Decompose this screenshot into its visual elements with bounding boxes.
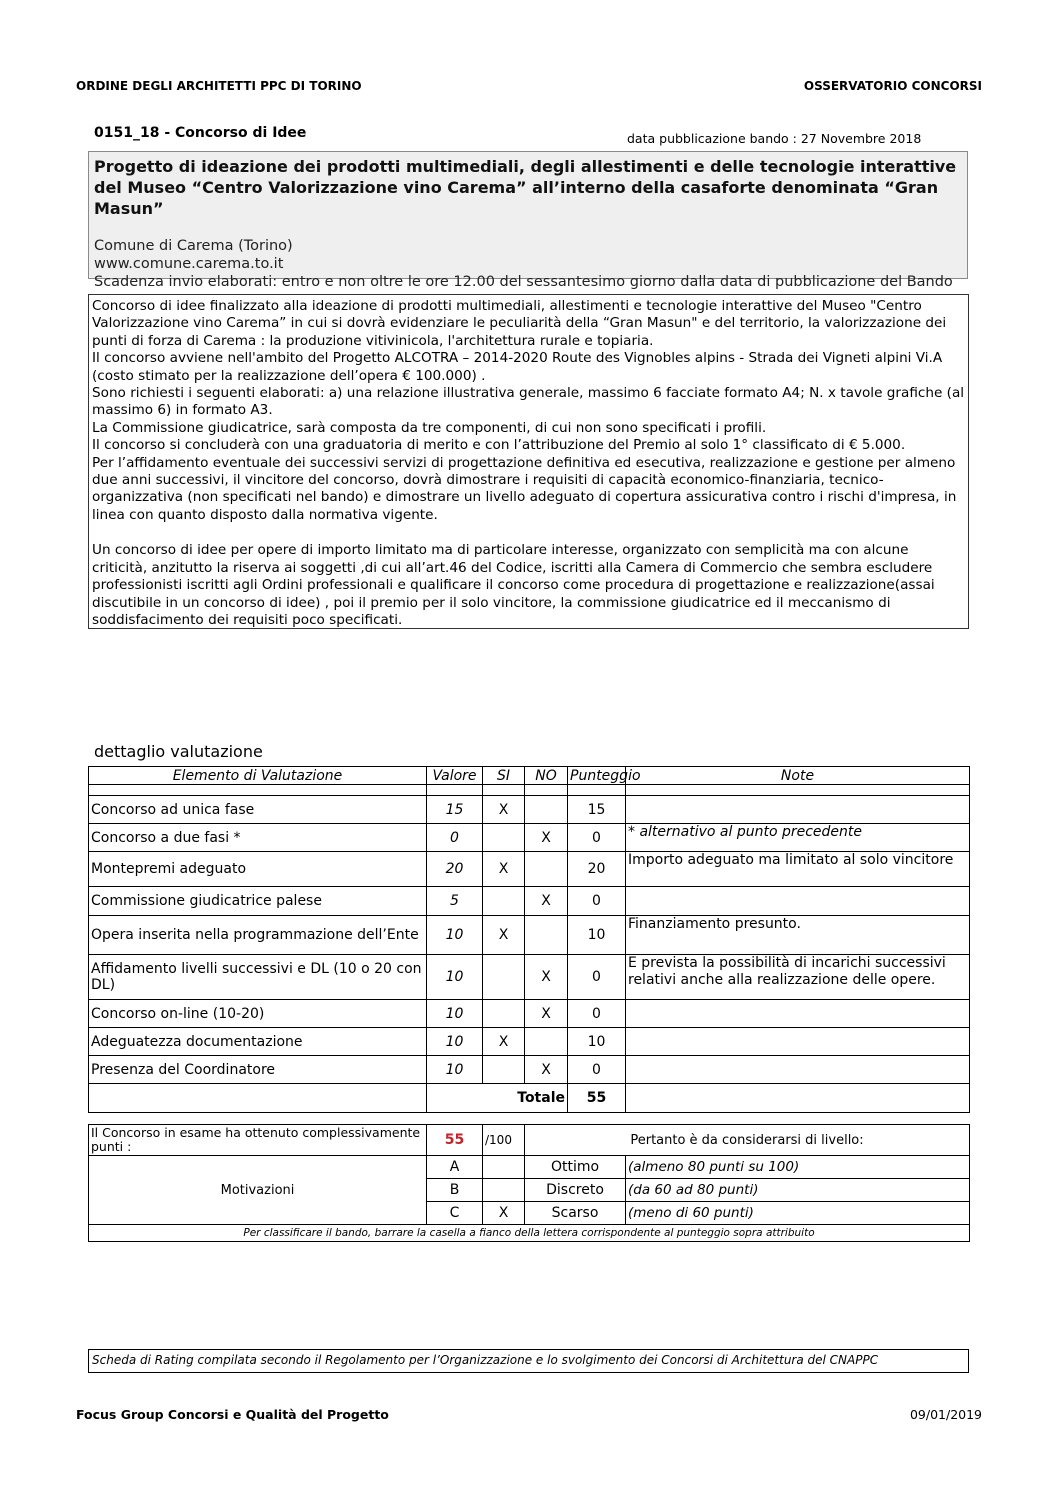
competition-entity: Comune di Carema (Torino) — [94, 238, 293, 254]
row-note — [626, 1000, 970, 1028]
row-no — [525, 1028, 568, 1056]
rating-points: 55 — [427, 1125, 483, 1156]
row-element: Presenza del Coordinatore — [89, 1056, 427, 1084]
row-value: 10 — [427, 1056, 483, 1084]
table-row — [89, 1056, 970, 1084]
row-si — [483, 824, 525, 852]
table-row — [89, 955, 970, 1000]
row-value: 15 — [427, 796, 483, 824]
header-no: NO — [525, 767, 568, 785]
row-si: X — [483, 1028, 525, 1056]
description-para-2: Un concorso di idee per opere di importo limitato ma di particolare interesse, organizzato con semplicità ma con alcune criticità, anzitutto la riserva ai soggetti ,di cui all’art.46 del Codice, iscritti alla Camera di Commercio che sembra escludere professionisti iscritti agli Ordini professionali e qualificare il concorso come procedura di progettazione e realizzazione(assai discutibile in un concorso di idee) , poi il premio per il solo vincitore, la commissione giudicatrice ed il meccanismo di soddisfacimento dei requisiti poco specificati. — [92, 542, 935, 628]
rating-table — [88, 1124, 970, 1242]
table-row — [89, 824, 970, 852]
level-range: (da 60 ad 80 punti) — [626, 1179, 970, 1202]
header-score: Punteggio — [568, 767, 626, 785]
table-row — [89, 796, 970, 824]
row-no — [525, 852, 568, 887]
row-no: X — [525, 887, 568, 916]
rating-note: Scheda di Rating compilata secondo il Regolamento per l’Organizzazione e lo svolgimento dei Concorsi di Architettura del CNAPPC — [88, 1349, 969, 1373]
level-letter: C — [427, 1202, 483, 1225]
row-si: X — [483, 916, 525, 955]
row-score: 0 — [568, 1056, 626, 1084]
level-letter: A — [427, 1156, 483, 1179]
row-si — [483, 887, 525, 916]
header-element: Elemento di Valutazione — [89, 767, 427, 785]
level-name: Discreto — [525, 1179, 626, 1202]
row-note — [626, 1028, 970, 1056]
row-value: 10 — [427, 916, 483, 955]
publication-date: data pubblicazione bando : 27 Novembre 2018 — [627, 131, 922, 146]
header-notes: Note — [626, 767, 970, 785]
row-no: X — [525, 824, 568, 852]
row-element: Opera inserita nella programmazione dell’Ente — [89, 916, 427, 955]
competition-summary-box — [88, 151, 968, 290]
level-row — [89, 1156, 970, 1179]
row-note — [626, 1056, 970, 1084]
footer-date: 09/01/2019 — [909, 1407, 982, 1422]
motivations-label: Motivazioni — [89, 1156, 427, 1225]
row-score: 10 — [568, 916, 626, 955]
row-score: 0 — [568, 824, 626, 852]
total-row — [89, 1084, 970, 1113]
total-score: 55 — [568, 1084, 626, 1113]
row-value: 10 — [427, 1028, 483, 1056]
row-note: E prevista la possibilità di incarichi successivi relativi anche alla realizzazione delle opere. — [626, 955, 970, 1000]
row-element: Concorso on-line (10-20) — [89, 1000, 427, 1028]
competition-deadline: Scadenza invio elaborati: entro e non oltre le ore 12.00 del sessantesimo giorno dalla data di pubblicazione del Bando — [94, 274, 953, 290]
row-no: X — [525, 1000, 568, 1028]
row-no: X — [525, 1056, 568, 1084]
evaluation-table — [88, 766, 970, 1113]
row-value: 5 — [427, 887, 483, 916]
row-note: Importo adeguato ma limitato al solo vincitore — [626, 852, 970, 887]
row-score: 0 — [568, 887, 626, 916]
row-no — [525, 916, 568, 955]
row-note: * alternativo al punto precedente — [626, 824, 970, 852]
row-value: 0 — [427, 824, 483, 852]
footer-left: Focus Group Concorsi e Qualità del Progetto — [76, 1407, 389, 1422]
row-value: 20 — [427, 852, 483, 887]
table-row — [89, 852, 970, 887]
row-score: 15 — [568, 796, 626, 824]
description-para-1: Concorso di idee finalizzato alla ideazione di prodotti multimediali, allestimenti e tecnologie interattive del Museo "Centro Valorizzazione vino Carema” in cui si dovrà evidenziare le peculiarità della “Gran Masun" e del territorio, la valorizzazione dei punti di forza di Carema : la produzione vitivinicola, l'architettura rurale e topiaria. Il concorso avviene nell'ambito del Progetto ALCOTRA – 2014-2020 Route des Vignobles alpins - Strada dei Vigneti alpini Vi.A (costo stimato per la realizzazione dell’opera € 100.000) . Sono richiesti i seguenti elaborati: a) una relazione illustrativa generale, massimo 6 facciate formato A4; N. x tavole grafiche (al massimo 6) in formato A3. La Commissione giudicatrice, sarà composta da tre componenti, di cui non sono specificati i profili. Il concorso si concluderà con una graduatoria di merito e con l’attribuzione del Premio al solo 1° classificato di € 5.000. Per l’affidamento eventuale dei successivi servizi di progettazione definitiva ed esecutiva, realizzazione e gestione per almeno due anni successivi, il vincitore del concorso, dovrà dimostrare i requisiti di capacità economico-finanziaria, tecnico-organizzativa (non specificati nel bando) e dimostrare un livello adeguato di copertura assicurativa contro i rischi d'impresa, in linea con quanto disposto dalla normativa vigente. — [92, 298, 965, 523]
rating-instruction: Per classificare il bando, barrare la casella a fianco della lettera corrispondente al punteggio sopra attribuito — [89, 1225, 970, 1242]
row-element: Affidamento livelli successivi e DL (10 o 20 con DL) — [89, 955, 427, 1000]
competition-website[interactable]: www.comune.carema.to.it — [94, 256, 284, 272]
row-score: 20 — [568, 852, 626, 887]
table-spacer-row — [89, 785, 970, 796]
description-box — [88, 294, 969, 629]
row-element: Adeguatezza documentazione — [89, 1028, 427, 1056]
table-row — [89, 1028, 970, 1056]
level-mark[interactable]: X — [483, 1202, 525, 1225]
header-value: Valore — [427, 767, 483, 785]
level-mark[interactable] — [483, 1156, 525, 1179]
section-title: dettaglio valutazione — [94, 742, 263, 761]
row-si — [483, 1056, 525, 1084]
row-score: 0 — [568, 955, 626, 1000]
rating-level-text: Pertanto è da considerarsi di livello: — [525, 1125, 970, 1156]
row-score: 0 — [568, 1000, 626, 1028]
table-header-row — [89, 767, 970, 785]
rating-points-row — [89, 1125, 970, 1156]
table-row — [89, 916, 970, 955]
table-row — [89, 887, 970, 916]
level-mark[interactable] — [483, 1179, 525, 1202]
table-row — [89, 1000, 970, 1028]
header-org: ORDINE DEGLI ARCHITETTI PPC DI TORINO — [76, 79, 362, 93]
row-note — [626, 796, 970, 824]
row-si: X — [483, 852, 525, 887]
row-si — [483, 1000, 525, 1028]
row-si — [483, 955, 525, 1000]
level-letter: B — [427, 1179, 483, 1202]
row-value: 10 — [427, 1000, 483, 1028]
level-range: (meno di 60 punti) — [626, 1202, 970, 1225]
row-element: Commissione giudicatrice palese — [89, 887, 427, 916]
instruction-row — [89, 1225, 970, 1242]
row-note — [626, 887, 970, 916]
total-label: Totale — [427, 1084, 568, 1113]
header-observatory: OSSERVATORIO CONCORSI — [803, 79, 982, 93]
row-element: Concorso a due fasi * — [89, 824, 427, 852]
level-name: Ottimo — [525, 1156, 626, 1179]
row-element: Montepremi adeguato — [89, 852, 427, 887]
header-si: SI — [483, 767, 525, 785]
level-range: (almeno 80 punti su 100) — [626, 1156, 970, 1179]
rating-label: Il Concorso in esame ha ottenuto complessivamente punti : — [89, 1125, 427, 1156]
row-value: 10 — [427, 955, 483, 1000]
competition-title: Progetto di ideazione dei prodotti multimediali, degli allestimenti e delle tecnologie interattive del Museo “Centro Valorizzazione vino Carema” all’interno della casaforte denominata “Gran Masun” — [94, 157, 957, 218]
row-element: Concorso ad unica fase — [89, 796, 427, 824]
level-name: Scarso — [525, 1202, 626, 1225]
row-note: Finanziamento presunto. — [626, 916, 970, 955]
row-si: X — [483, 796, 525, 824]
rating-out-of: /100 — [483, 1125, 525, 1156]
row-no — [525, 796, 568, 824]
competition-code: 0151_18 - Concorso di Idee — [94, 125, 307, 141]
row-score: 10 — [568, 1028, 626, 1056]
row-no: X — [525, 955, 568, 1000]
